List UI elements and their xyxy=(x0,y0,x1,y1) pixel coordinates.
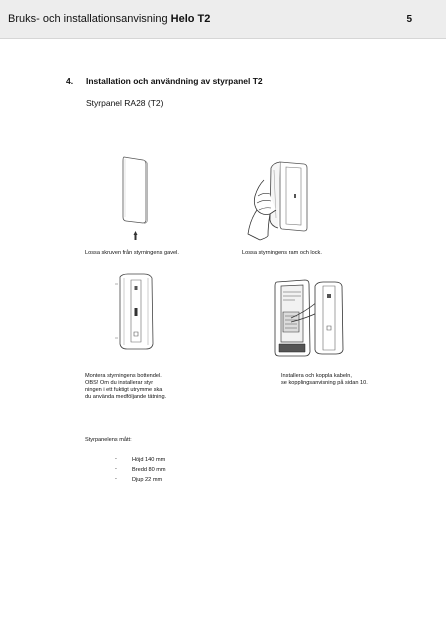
figure-panel-closed xyxy=(110,150,155,245)
page-header xyxy=(0,0,446,39)
section-subtitle: Styrpanel RA28 (T2) xyxy=(86,98,164,108)
dimension-width: Bredd 80 mm xyxy=(132,467,166,473)
page-number: 5 xyxy=(406,14,412,25)
figure-panel-opening xyxy=(240,158,320,246)
section-number: 4. xyxy=(66,76,74,86)
dimension-height: Höjd 140 mm xyxy=(132,457,166,463)
figure-back-plate xyxy=(110,272,165,354)
figure-cable-connection xyxy=(265,272,355,367)
document-title: Bruks- och installationsanvisning Helo T2 xyxy=(8,13,211,25)
caption-step-1: Lossa skruven från styrningens gavel. xyxy=(85,250,179,256)
product-name: Helo T2 xyxy=(170,13,211,25)
caption-step-4: Installera och koppla kabeln, se kopplingsanvisning på sidan 10. xyxy=(281,373,368,386)
caption-step-3: Montera styrningens bottendel. OBS! Om du installerar styr ningen i ett fuktigt utrymme ska du använda medföljande tätning. xyxy=(85,373,167,400)
caption-step-2: Lossa styrningens ram och lock. xyxy=(242,250,322,256)
section-heading xyxy=(66,76,263,86)
dimensions-title: Styrpanelens mått: xyxy=(85,437,132,443)
dimension-depth: Djup 22 mm xyxy=(132,477,163,483)
section-title: Installation och användning av styrpanel T2 xyxy=(86,76,263,86)
